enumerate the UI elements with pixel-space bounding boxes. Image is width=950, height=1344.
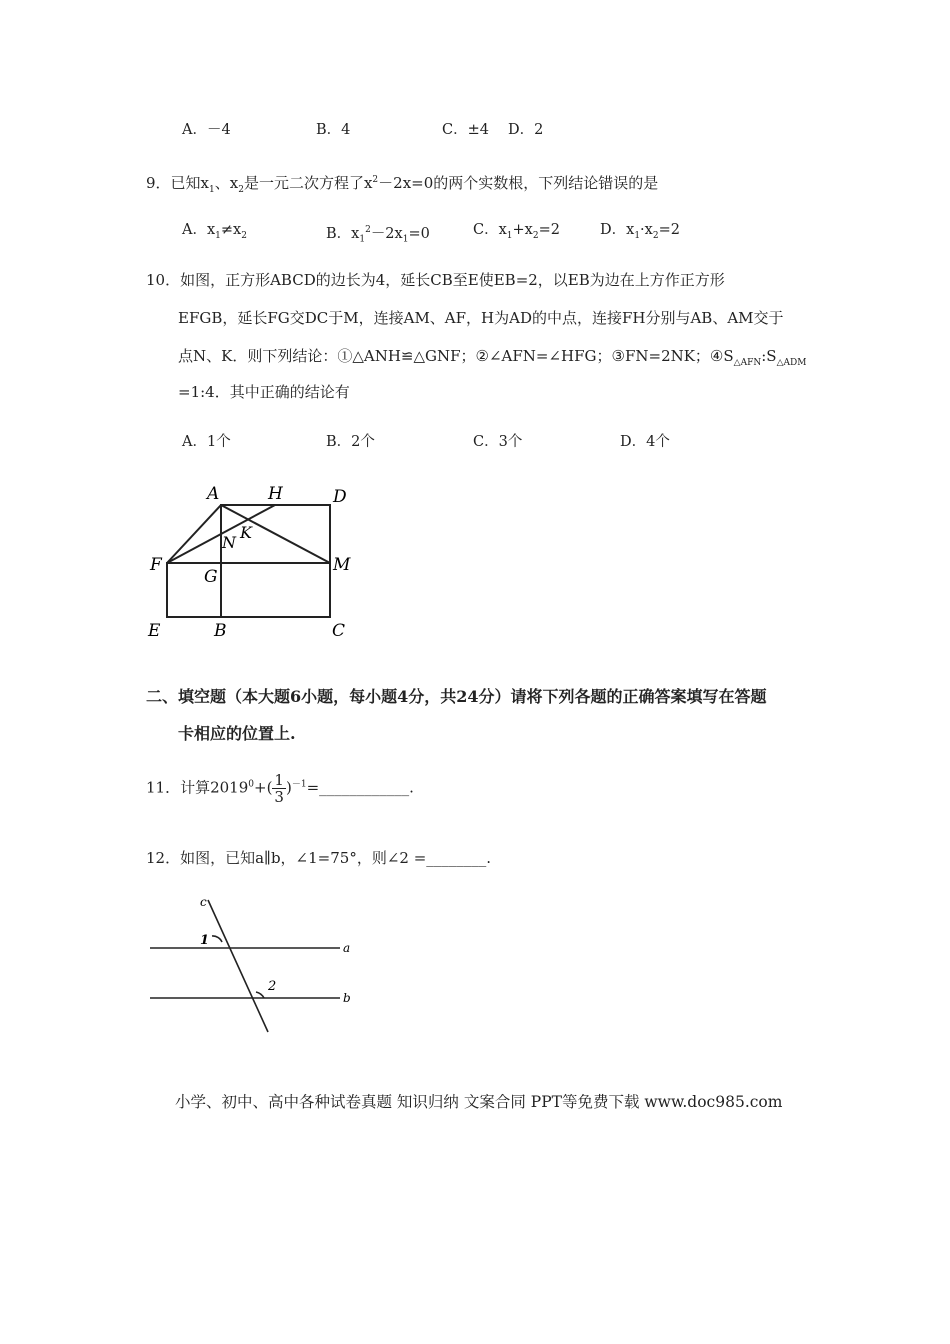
square-abcd: [221, 505, 330, 617]
label-a-line: a: [343, 941, 351, 955]
q8-option-a: A．－4: [182, 122, 231, 138]
label-angle-2: 2: [268, 979, 277, 994]
q11-question: 11．计算$2019^0+$( $\frac{1}{3}$ )$^{-1}$=____________.: [146, 771, 414, 806]
q10-option-b: B．2个: [326, 434, 375, 450]
q9-option-b: B．$x_1^2-2x_1=0$: [326, 225, 430, 245]
line-c: [208, 900, 268, 1032]
section-2-heading: 二、填空题（本大题6小题，每小题4分，共24分）请将下列各题的正确答案填写在答题: [146, 687, 767, 706]
q8-option-d: D．2: [508, 122, 544, 138]
label-e: E: [148, 621, 161, 641]
angle-1-arc: [212, 936, 222, 942]
q10-line-4: =1:4．其中正确的结论有: [178, 383, 350, 401]
segment-am: [221, 505, 330, 563]
q9-option-a: A．$x_1\ne x_2$: [182, 222, 247, 241]
q10-line-3: 点N、K．则下列结论：①△ANH≌△GNF；②∠AFN=∠HFG；③FN=2NK；$④S_{\triangle AFN}:S_{\triangle ADM}$: [178, 347, 807, 368]
label-h: H: [268, 484, 283, 504]
q11-fraction: $\frac{1}{3}$: [274, 771, 284, 806]
label-f: F: [150, 555, 162, 575]
q12-question: 12．如图，已知a∥b，∠1=75°，则∠2 =________.: [146, 849, 492, 867]
q10-geometry-figure: [140, 482, 360, 642]
q9-option-d: D．$x_1\cdot x_2=2$: [600, 222, 680, 241]
footer-text: 小学、初中、高中各种试卷真题 知识归纳 文案合同 PPT等免费下载 www.doc985.com: [175, 1093, 783, 1111]
label-c: C: [332, 621, 346, 641]
label-b: B: [214, 621, 227, 641]
segment-af: [167, 505, 221, 563]
label-c-line: c: [200, 895, 207, 909]
q10-line-1: 10．如图，正方形ABCD的边长为4，延长CB至E使EB=2，以EB为边在上方作正方形: [146, 271, 725, 289]
q9-question: 9．已知$x_1$、$x_2$是一元二次方程了$x^2-2x=0$的两个实数根，下列结论错误的是: [146, 174, 659, 195]
label-d: D: [333, 487, 347, 507]
q10-option-c: C．3个: [473, 434, 523, 450]
label-b-line: b: [343, 991, 351, 1005]
q8-option-b: B．4: [316, 122, 351, 138]
q12-parallel-lines-figure: [140, 892, 365, 1037]
q10-line-2: EFGB，延长FG交DC于M，连接AM、AF，H为AD的中点，连接FH分别与AB、AM交于: [178, 309, 784, 327]
label-k: K: [240, 523, 252, 542]
label-a: A: [207, 484, 220, 504]
q10-option-a: A．1个: [182, 434, 231, 450]
q8-option-c: C．±4: [442, 122, 489, 138]
q9-option-c: C．$x_1+x_2=2$: [473, 222, 560, 241]
label-angle-1: 1: [200, 933, 210, 948]
section-2-heading-cont: 卡相应的位置上.: [178, 724, 296, 743]
q10-option-d: D．4个: [620, 434, 670, 450]
angle-2-arc: [256, 992, 264, 998]
label-m: M: [333, 555, 351, 575]
label-n: N: [222, 533, 236, 552]
label-g: G: [204, 567, 218, 587]
